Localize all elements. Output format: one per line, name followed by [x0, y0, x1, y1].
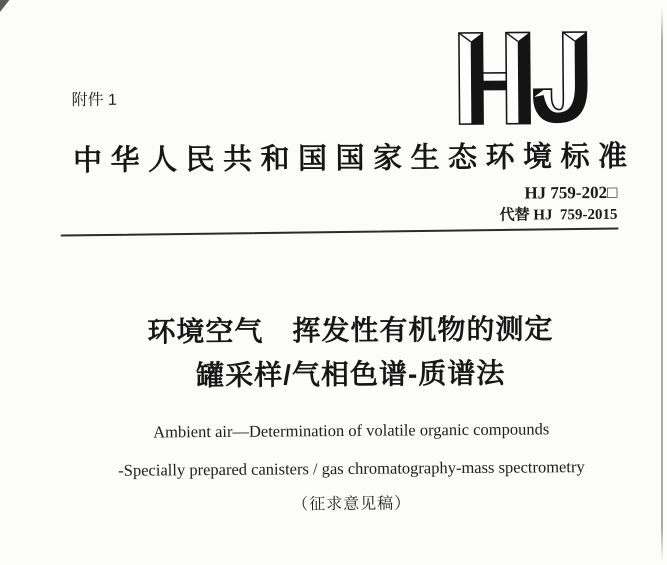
hj-logo-icon [451, 28, 598, 127]
scan-page-edge [661, 8, 663, 561]
standard-number: HJ 759-202□ [524, 182, 618, 203]
title-cn-line1: 环境空气 挥发性有机物的测定 [147, 313, 554, 348]
header-rule [61, 227, 619, 236]
replaces-note: 代替 HJ 759-2015 [499, 206, 618, 224]
title-cn-line2: 罐采样/气相色谱-质谱法 [196, 357, 506, 392]
draft-note: （征求意见稿） [292, 495, 412, 514]
standard-series-heading: 中华人民共和国国家生态环境标准 [72, 140, 636, 178]
attachment-label: 附件 1 [71, 91, 118, 110]
title-en-line1: Ambient air—Determination of volatile organic compounds [153, 419, 550, 442]
title-en-line2: -Specially prepared canisters / gas chromatography-mass spectrometry [118, 457, 585, 480]
standard-number-block [499, 181, 617, 227]
